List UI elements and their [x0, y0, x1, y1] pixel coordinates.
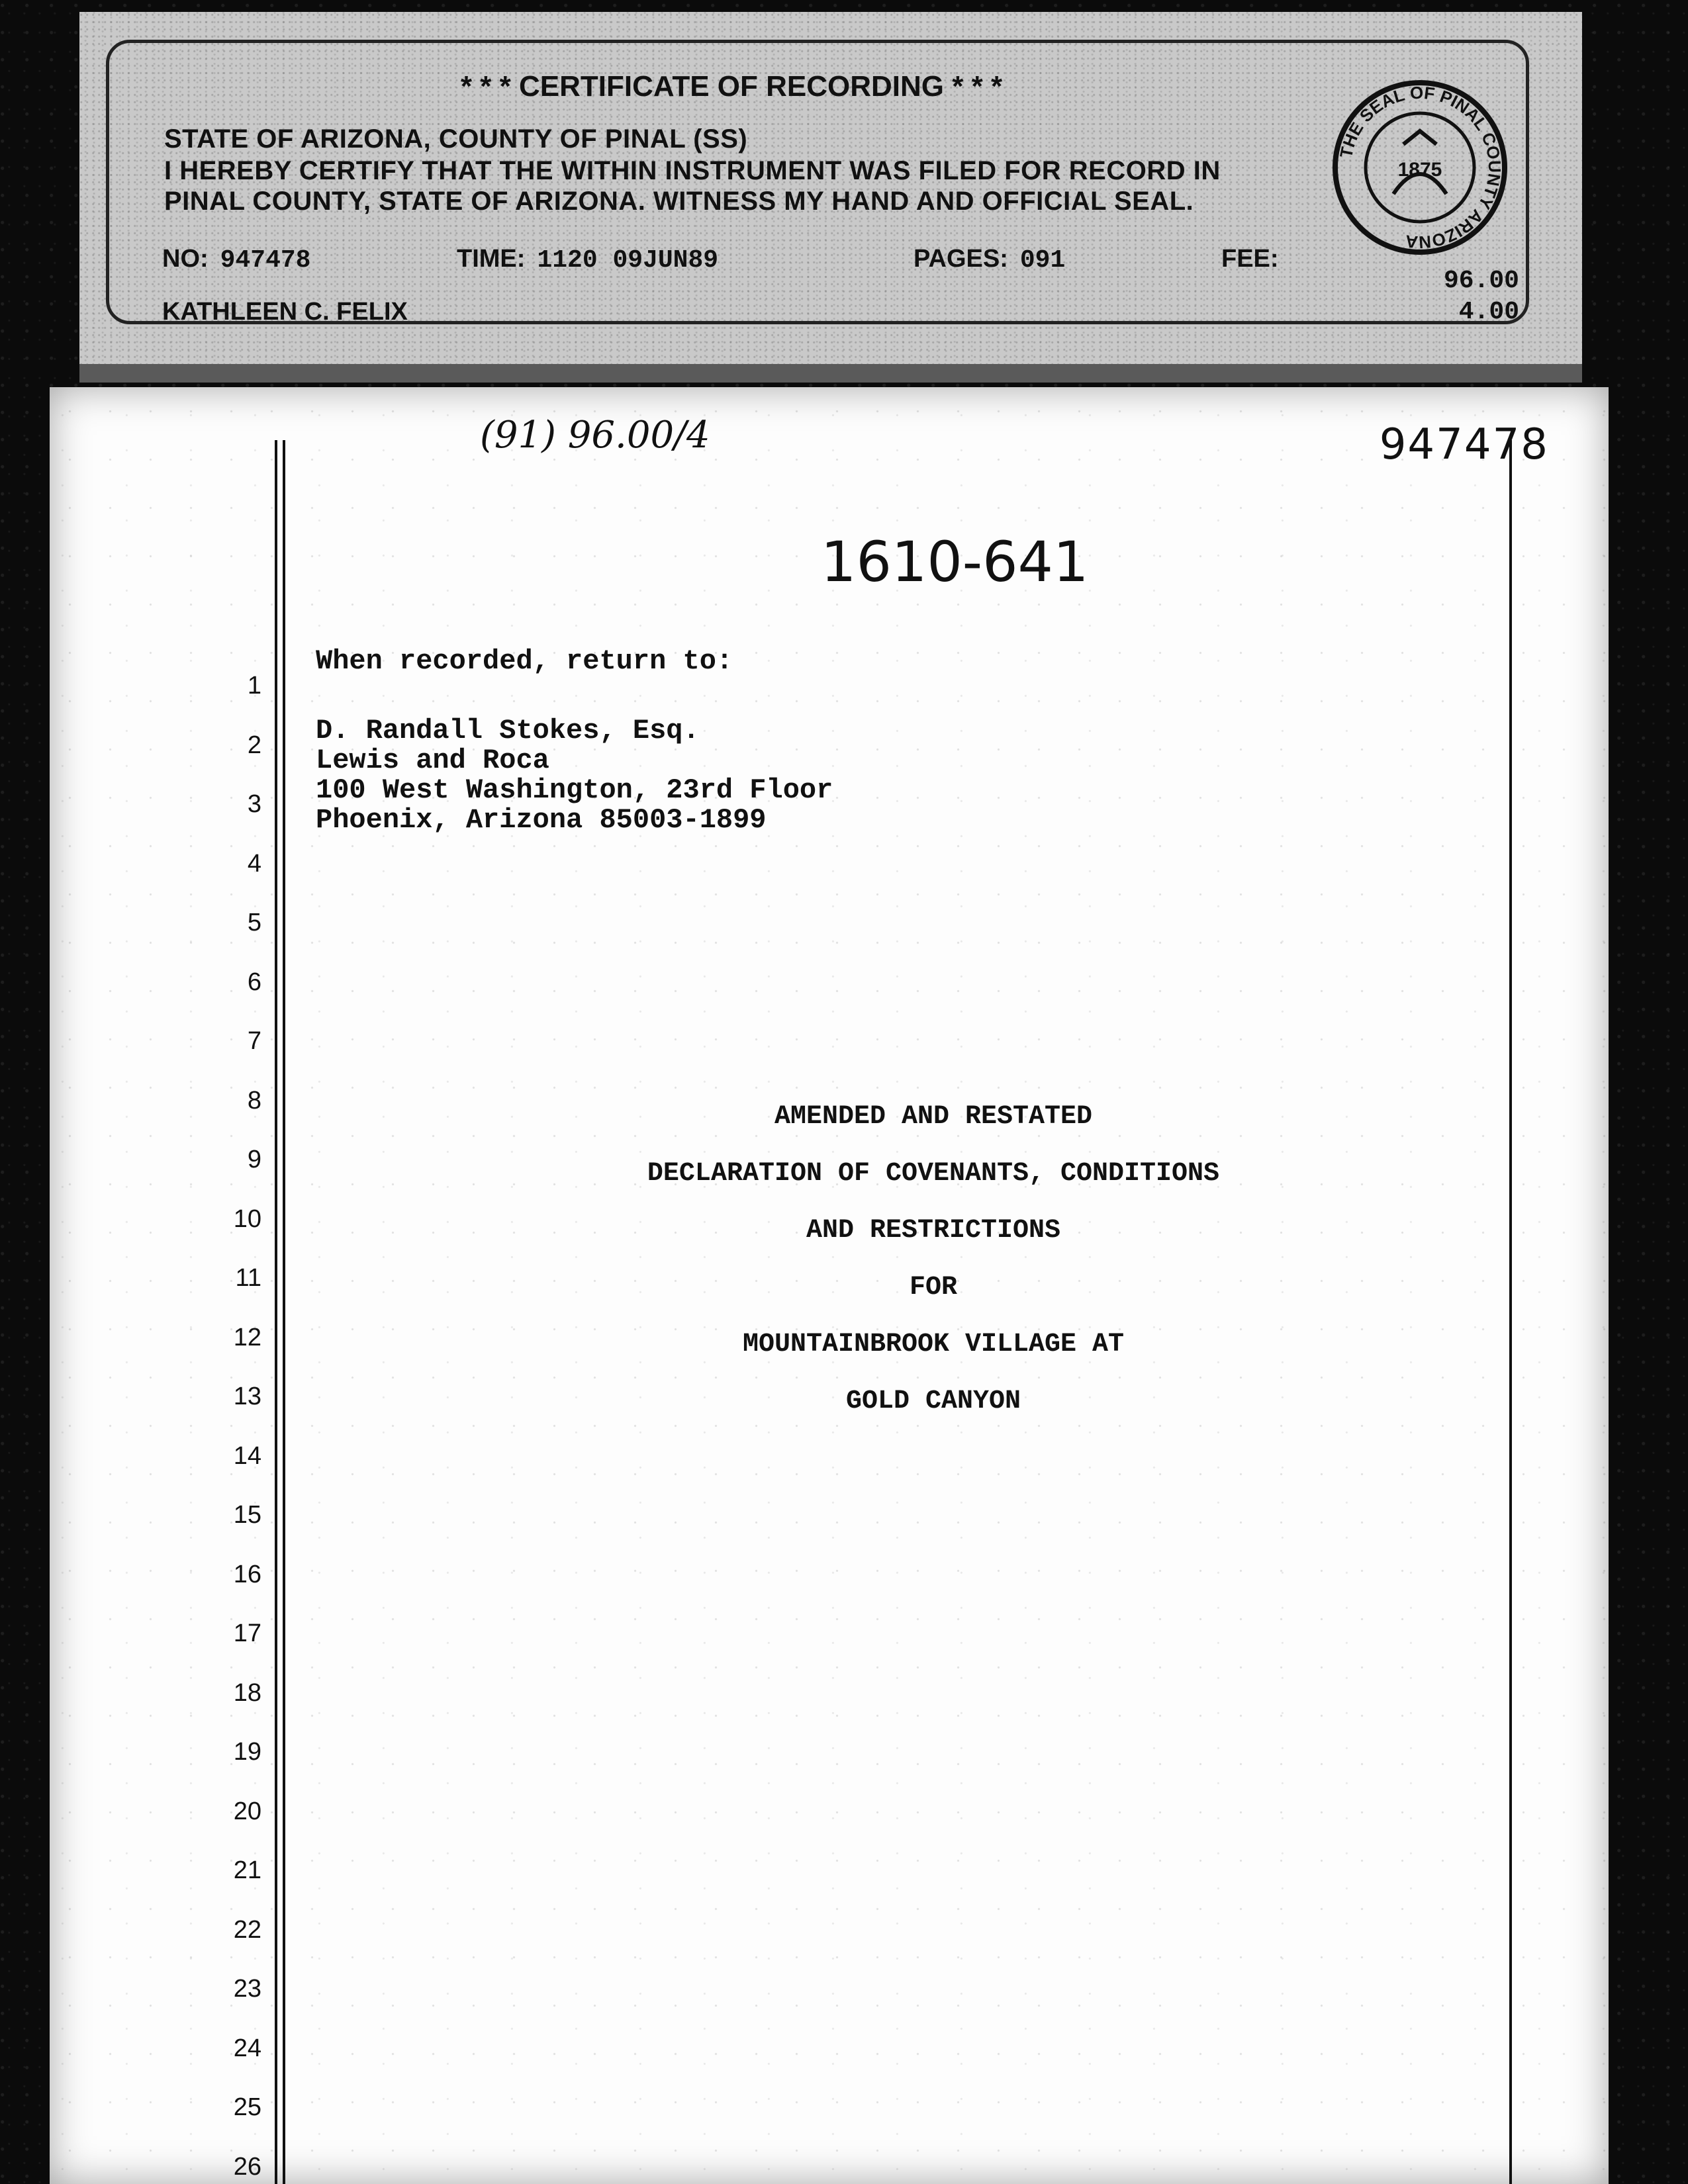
svg-text:1875: 1875 — [1397, 159, 1442, 181]
line-number: 3 — [247, 790, 261, 818]
certificate-statement-2: PINAL COUNTY, STATE OF ARIZONA. WITNESS MY HAND AND OFFICIAL SEAL. — [164, 187, 1194, 216]
recording-fee-amount: 96.00 — [1443, 267, 1519, 295]
line-number: 8 — [247, 1086, 261, 1115]
line-number: 18 — [233, 1678, 261, 1707]
line-number: 22 — [233, 1915, 261, 1944]
line-number: 24 — [233, 2034, 261, 2062]
svg-text:THE SEAL OF PINAL COUNTY ARIZO: THE SEAL OF PINAL COUNTY ARIZONA — [1336, 82, 1505, 253]
return-address-line-3: 100 West Washington, 23rd Floor — [316, 774, 833, 806]
line-number: 11 — [235, 1264, 261, 1292]
recording-number — [162, 245, 310, 275]
line-number: 17 — [233, 1619, 261, 1647]
right-margin-rule — [1509, 440, 1512, 2184]
recording-number-value: 947478 — [220, 246, 311, 275]
return-address-line-2: Lewis and Roca — [316, 745, 549, 776]
line-number: 14 — [233, 1441, 261, 1470]
recording-number-label: NO: — [162, 245, 209, 273]
title-line-6: GOLD CANYON — [845, 1387, 1021, 1416]
document-page — [50, 387, 1609, 2184]
line-number: 6 — [247, 968, 261, 996]
line-number: 16 — [233, 1560, 261, 1588]
pinal-county-seal-icon — [1331, 78, 1509, 257]
line-number: 1 — [247, 672, 261, 700]
title-line-3: AND RESTRICTIONS — [806, 1216, 1061, 1246]
recording-fee-label: FEE: — [1221, 245, 1279, 273]
return-address-line-1: D. Randall Stokes, Esq. — [316, 715, 700, 747]
left-margin-rule-inner — [283, 440, 285, 2184]
line-number: 19 — [233, 1738, 261, 1766]
line-number: 2 — [247, 731, 261, 759]
certificate-statement: I HEREBY CERTIFY THAT THE WITHIN INSTRUMENT WAS FILED FOR RECORD IN — [164, 156, 1221, 185]
return-address-line-4: Phoenix, Arizona 85003-1899 — [316, 804, 767, 836]
certificate-title: * * * CERTIFICATE OF RECORDING * * * — [460, 70, 1003, 103]
line-number: 13 — [233, 1383, 261, 1410]
line-number: 9 — [247, 1146, 261, 1173]
handwritten-fee-note: (91) 96.00/4 — [480, 414, 710, 457]
line-number: 12 — [233, 1323, 261, 1351]
recording-time-label: TIME: — [457, 245, 526, 273]
title-line-5: MOUNTAINBROOK VILLAGE AT — [742, 1330, 1125, 1359]
title-line-1: AMENDED AND RESTATED — [774, 1102, 1093, 1132]
line-number: 5 — [247, 909, 261, 936]
recording-pages-label: PAGES: — [914, 245, 1008, 273]
line-number: 20 — [233, 1797, 261, 1825]
recording-fee-amount-2: 4.00 — [1458, 298, 1519, 326]
line-number: 21 — [233, 1856, 261, 1884]
left-margin-rule — [275, 440, 277, 2184]
line-number: 15 — [233, 1501, 261, 1529]
line-number: 10 — [233, 1205, 261, 1233]
recording-time — [457, 245, 718, 275]
county-recorder-name: KATHLEEN C. FELIX — [162, 298, 408, 326]
return-to-label: When recorded, return to: — [316, 645, 733, 677]
title-line-2: DECLARATION OF COVENANTS, CONDITIONS — [647, 1159, 1220, 1189]
book-page-reference: 1610-641 — [821, 529, 1089, 594]
line-number: 7 — [247, 1027, 261, 1055]
line-number: 25 — [233, 2093, 261, 2121]
title-line-4: FOR — [909, 1273, 957, 1302]
certificate-jurisdiction: STATE OF ARIZONA, COUNTY OF PINAL (SS) — [164, 124, 748, 154]
recording-pages-value: 091 — [1019, 246, 1066, 275]
line-number: 23 — [233, 1975, 261, 2003]
recording-time-value: 1120 09JUN89 — [537, 246, 719, 275]
document-number: 947478 — [1379, 420, 1549, 469]
recording-pages — [914, 245, 1065, 275]
certificate-of-recording — [79, 12, 1582, 383]
line-number: 26 — [233, 2152, 261, 2181]
line-number: 4 — [247, 849, 261, 878]
